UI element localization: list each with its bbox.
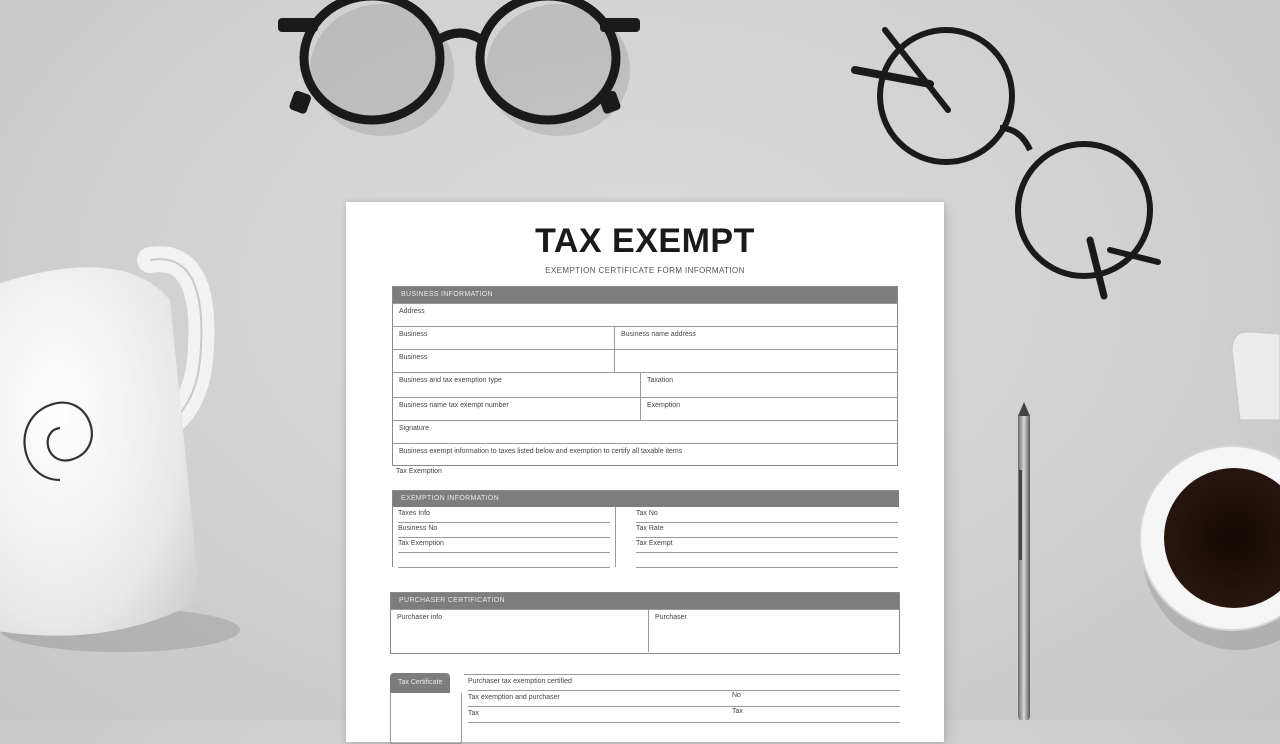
line-field[interactable]: Purchaser tax exemption certified: [468, 676, 900, 691]
field-label[interactable]: Purchaser info: [391, 610, 649, 652]
tax-exempt-form: [346, 202, 944, 742]
field-label[interactable]: Purchaser: [655, 614, 687, 621]
tab-box: [390, 693, 462, 744]
section-header: PURCHASER CERTIFICATION: [391, 593, 899, 609]
form-row: [393, 372, 897, 397]
line-field[interactable]: Tax No: [636, 508, 898, 523]
form-row: [393, 303, 897, 326]
form-row: [391, 609, 899, 652]
form-row: [393, 326, 897, 349]
form-subtitle: EXEMPTION CERTIFICATE FORM INFORMATION: [545, 266, 745, 275]
form-row: [393, 420, 897, 443]
section-purchaser-cert: [390, 592, 900, 654]
field-label[interactable]: Business: [393, 327, 615, 349]
form-row: [393, 349, 897, 372]
line-field[interactable]: Tax Exempt: [636, 538, 898, 553]
section-business-info: [392, 286, 898, 466]
field-mark: Tax: [732, 708, 743, 715]
line-field[interactable]: Business No: [398, 523, 610, 538]
field-label[interactable]: Address: [399, 308, 425, 315]
field-label[interactable]: Business and tax exemption type: [393, 373, 641, 397]
field-label[interactable]: Taxation: [647, 377, 674, 384]
coffee-cup-icon: [1140, 332, 1280, 650]
form-row: [393, 397, 897, 420]
line-field[interactable]: Tax exemption and purchaser: [468, 692, 900, 707]
field-label[interactable]: Business name address: [621, 331, 696, 338]
field-label[interactable]: Business exempt information to taxes listed below and exemption to certify all taxable items: [399, 448, 683, 455]
line-field[interactable]: [636, 553, 898, 568]
line-field[interactable]: Tax: [468, 708, 900, 723]
line-field[interactable]: [398, 553, 610, 568]
pen-icon: [1018, 402, 1030, 720]
line-field[interactable]: Tax Rate: [636, 523, 898, 538]
mug-left-icon: [0, 259, 240, 652]
field-label[interactable]: Signature: [399, 425, 429, 432]
form-row: [393, 443, 897, 466]
line-field[interactable]: Taxes Info: [398, 508, 610, 523]
field-label[interactable]: Business name tax exempt number: [393, 398, 641, 420]
section-header: BUSINESS INFORMATION: [393, 287, 897, 303]
field-label[interactable]: Business: [393, 350, 615, 372]
certificate-tab[interactable]: Tax Certificate: [390, 673, 450, 693]
glasses-top-icon: [278, 0, 640, 136]
field-mark: No: [732, 692, 741, 699]
form-title: TAX EXEMPT: [535, 222, 755, 260]
line-field[interactable]: Tax Exemption: [398, 538, 610, 553]
field-label[interactable]: [615, 350, 897, 372]
field-label[interactable]: Exemption: [647, 402, 681, 409]
section-header: EXEMPTION INFORMATION: [393, 491, 899, 507]
section-note: Tax Exemption: [396, 468, 442, 475]
